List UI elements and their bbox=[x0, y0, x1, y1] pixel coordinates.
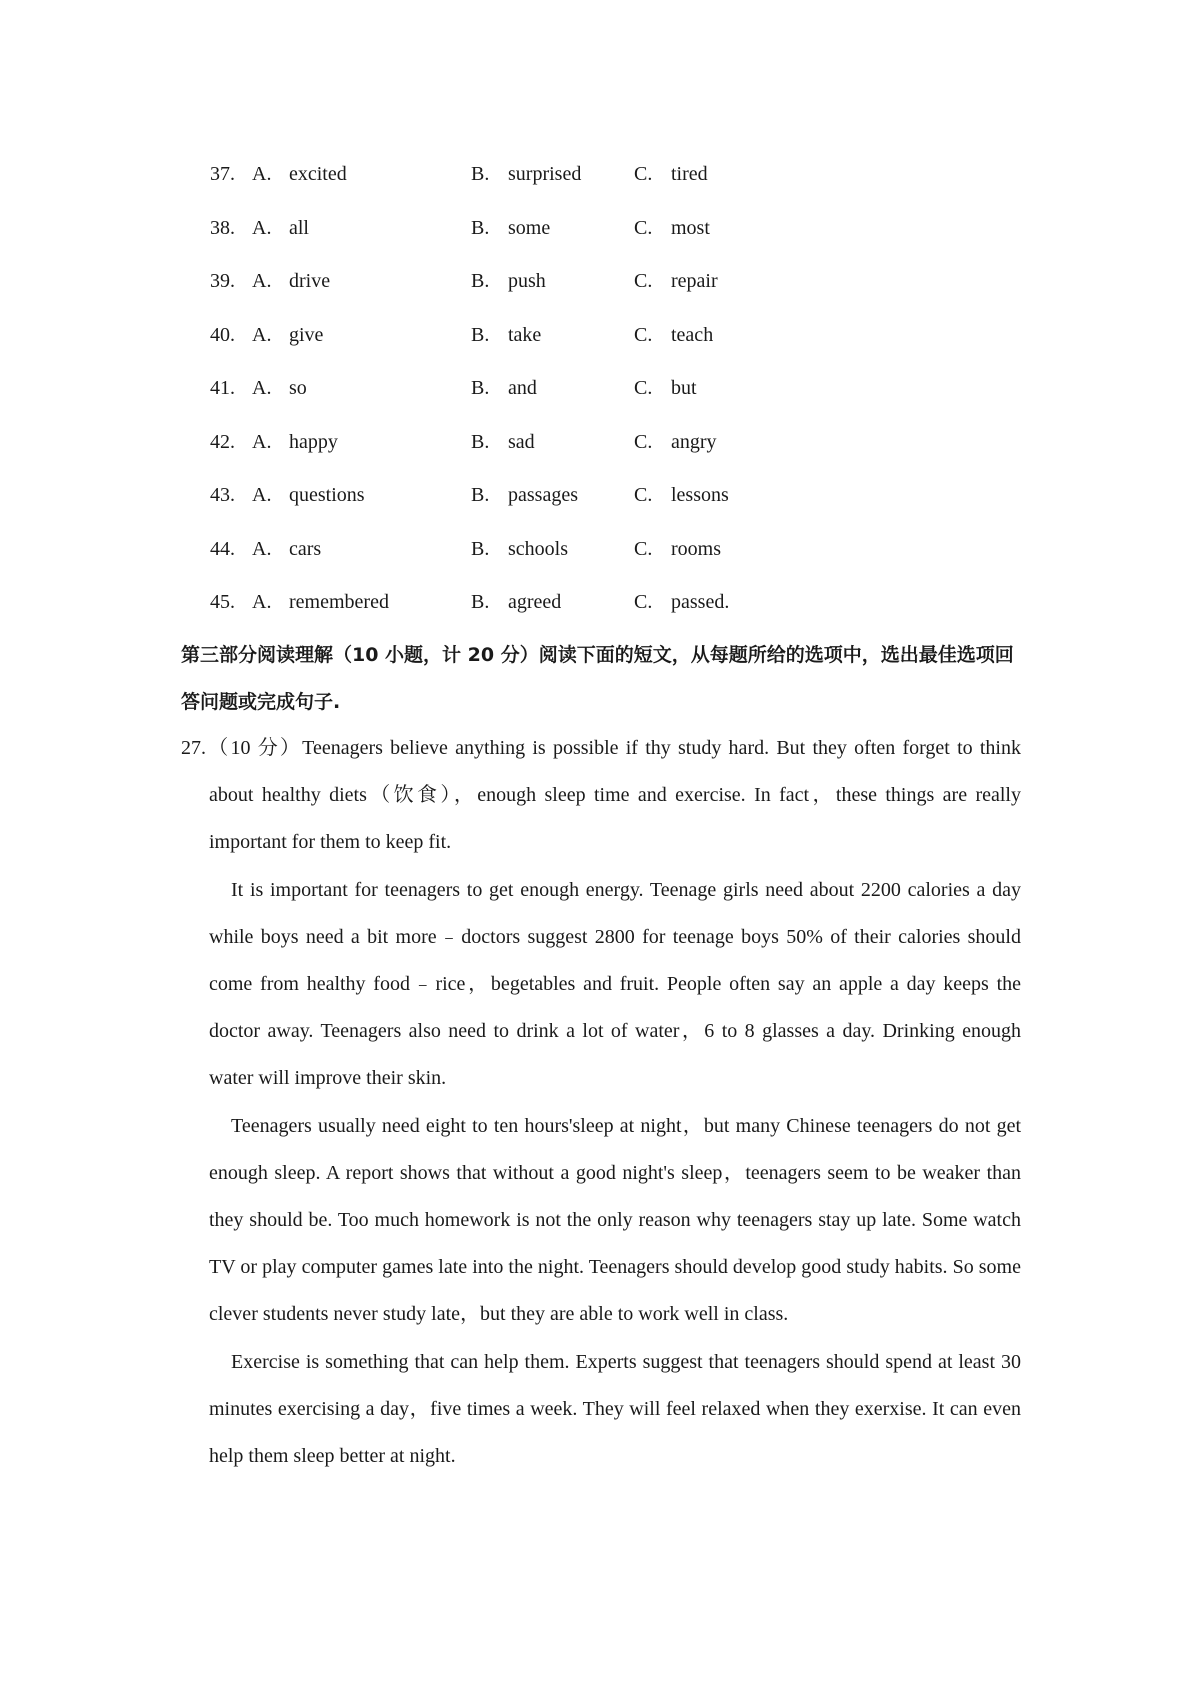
option-b-label: B. bbox=[471, 377, 490, 399]
option-a-text: excited bbox=[289, 163, 347, 185]
option-c-label: C. bbox=[634, 537, 653, 560]
option-a-text: cars bbox=[289, 537, 322, 560]
question-number: 39. bbox=[210, 270, 235, 292]
question-number: 40. bbox=[210, 323, 235, 346]
option-row bbox=[210, 311, 810, 365]
option-b-label: B. bbox=[471, 270, 490, 292]
option-a-label: A. bbox=[252, 377, 272, 399]
option-c-text: passed. bbox=[671, 591, 730, 613]
option-a-text: remembered bbox=[289, 591, 389, 613]
option-b-label: B. bbox=[471, 430, 490, 453]
option-a-text: all bbox=[289, 216, 309, 239]
passage-paragraph-4: Exercise is something that can help them. Experts suggest that teenagers should spend at least 30 minutes exercising a day，five times a week. They will feel relaxed when they exerxise. It can even help them sleep better at night. bbox=[209, 1350, 1021, 1468]
option-a-text: drive bbox=[289, 270, 331, 292]
option-b-label: B. bbox=[471, 323, 490, 346]
passage-paragraph-2: It is important for teenagers to get enough energy. Teenage girls need about 2200 calories a day while boys need a bit more﹣doctors suggest 2800 for teenage boys 50% of their calories should come from healthy food﹣rice，begetables and fruit. People often say an apple a day keeps the doctor away. Teenagers also need to drink a lot of water，6 to 8 glasses a day. Drinking enough water will improve their skin. bbox=[209, 878, 1021, 1090]
option-b-text: sad bbox=[508, 430, 535, 453]
option-c-label: C. bbox=[634, 163, 653, 185]
option-a-label: A. bbox=[252, 216, 272, 239]
option-a-label: A. bbox=[252, 270, 272, 292]
option-c-label: C. bbox=[634, 591, 653, 613]
option-b-text: schools bbox=[508, 537, 568, 560]
option-c-text: rooms bbox=[671, 537, 721, 560]
reading-passage bbox=[181, 725, 1021, 1480]
option-row bbox=[210, 578, 810, 632]
option-a-text: questions bbox=[289, 484, 365, 506]
option-a-label: A. bbox=[252, 430, 272, 453]
option-b-label: B. bbox=[471, 591, 490, 613]
option-row bbox=[210, 471, 810, 525]
option-c-text: lessons bbox=[671, 484, 729, 506]
option-c-label: C. bbox=[634, 484, 653, 506]
option-a-text: give bbox=[289, 323, 324, 346]
section-heading: 第三部分阅读理解（10 小题，计 20 分）阅读下面的短文，从每题所给的选项中，选出最佳选项回答问题或完成句子. bbox=[181, 644, 1014, 713]
option-c-label: C. bbox=[634, 377, 653, 399]
option-c-label: C. bbox=[634, 270, 653, 292]
question-number: 42. bbox=[210, 430, 235, 453]
cloze-options-table bbox=[210, 150, 810, 632]
option-c-text: angry bbox=[671, 430, 717, 453]
option-b-label: B. bbox=[471, 216, 490, 239]
option-b-text: push bbox=[508, 270, 546, 292]
option-c-text: tired bbox=[671, 163, 708, 185]
option-row bbox=[210, 150, 810, 204]
passage-paragraph-1: 27.（10 分）Teenagers believe anything is possible if thy study hard. But they often forget to think about healthy diets（饮食），enough sleep time and exercise. In fact，these things are really important for them to keep fit. bbox=[181, 737, 1021, 854]
option-row bbox=[210, 204, 810, 258]
option-a-label: A. bbox=[252, 323, 272, 346]
option-b-text: agreed bbox=[508, 591, 562, 613]
option-b-text: and bbox=[508, 377, 537, 399]
option-c-text: most bbox=[671, 216, 710, 239]
question-number: 37. bbox=[210, 163, 235, 185]
option-c-text: repair bbox=[671, 270, 718, 292]
option-row bbox=[210, 257, 810, 311]
option-b-label: B. bbox=[471, 484, 490, 506]
option-a-label: A. bbox=[252, 484, 272, 506]
option-b-text: passages bbox=[508, 484, 578, 506]
option-a-label: A. bbox=[252, 537, 272, 560]
question-number: 43. bbox=[210, 484, 235, 506]
option-b-text: surprised bbox=[508, 163, 582, 185]
option-a-text: happy bbox=[289, 430, 338, 453]
option-b-label: B. bbox=[471, 537, 490, 560]
question-number: 45. bbox=[210, 591, 235, 613]
option-a-label: A. bbox=[252, 163, 272, 185]
option-b-text: some bbox=[508, 216, 551, 239]
option-a-text: so bbox=[289, 377, 307, 399]
option-c-label: C. bbox=[634, 216, 653, 239]
option-b-text: take bbox=[508, 323, 542, 346]
question-number: 41. bbox=[210, 377, 235, 399]
option-c-label: C. bbox=[634, 323, 653, 346]
question-number: 38. bbox=[210, 216, 235, 239]
option-row bbox=[210, 525, 810, 579]
option-c-label: C. bbox=[634, 430, 653, 453]
passage-paragraph-3: Teenagers usually need eight to ten hours'sleep at night，but many Chinese teenagers do not get enough sleep. A report shows that without a good night's sleep，teenagers seem to be weaker than they should be. Too much homework is not the only reason why teenagers stay up late. Some watch TV or play computer games late into the night. Teenagers should develop good study habits. So some clever students never study late，but they are able to work well in class. bbox=[209, 1114, 1021, 1326]
option-a-label: A. bbox=[252, 591, 272, 613]
option-b-label: B. bbox=[471, 163, 490, 185]
option-row bbox=[210, 364, 810, 418]
option-c-text: but bbox=[671, 377, 697, 399]
question-number: 44. bbox=[210, 537, 235, 560]
option-c-text: teach bbox=[671, 323, 714, 346]
option-row bbox=[210, 418, 810, 472]
